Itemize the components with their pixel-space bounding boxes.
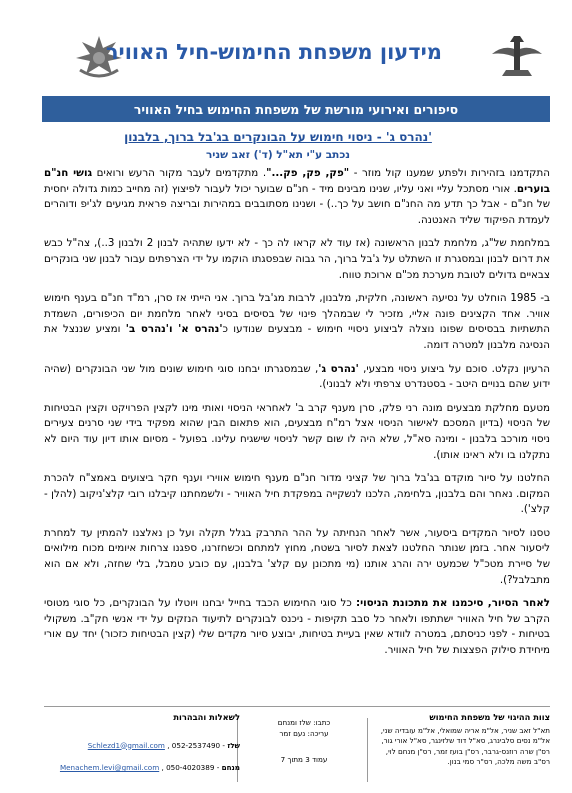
paragraph-text: הרעיון נקלט. סוכם על ביצוע ניסוי מבצעי,: [358, 362, 550, 375]
paragraph-text: כל סוגי החימוש הכבד בחייל יבחנו ויוטלו על הבונקרים, כל סוגי מטוסי הקרב של חיל האוויר ישתתפו ולאחר כל סבב תקיפות - ניכנס לבונקרים לתיעוד הנזקים על ידי אנשי חק"ב. משקולי בטיחות - לפני כניסתם, במטרה לוודא שאין בעיית בטיחות, יבוצע סיור מקדים שלי (קצין הבטיחות כזכור) יחד עם אורי מיחידת סילוק הפצצות של חיל האוויר.: [44, 597, 550, 657]
steering-team-title: צוות ההיגוי של משפחת החימוש: [429, 712, 550, 722]
contact-title: לשאלות והבהרות: [173, 712, 240, 722]
footer: [44, 712, 550, 790]
steering-team-line: רס"ן שרה רוזנס-גרבר, רס"ן בועז זמר, רס"ן מנחם לוי,: [385, 746, 550, 756]
contact-phone: 050-4020389: [166, 763, 215, 772]
story-paragraph: [44, 291, 550, 353]
story-paragraph: [44, 166, 550, 228]
paragraph-text: ב- 1985 הוחלט על נסיעה ראשונה, חלקית, מלבנון, לרבות מג'בל ברוך. אני הייתי אז סרן, רמ"ד חנ"ם בענף חימוש אוויר. אחד הקצינים פונה אליי, מזכיר לי שבמהלך פינוי של בסיסים בסיני לאחר מלחמת יום הכיפורים, השמדת התשתיות בבסיסים שפונו נוצלה לביצוע ניסויי חימוש - מבצעים שנודעו כ: [44, 292, 550, 336]
story-paragraph: [44, 526, 550, 588]
steering-team-line: תא"ל זאב שניר, אל"מ אריה שמואלי, אל"מ עובדיה שני,: [380, 725, 550, 735]
contact-block: [44, 712, 240, 786]
section-bar: [42, 96, 550, 122]
paragraph-text: , שבמסגרתו יבחנו סוגי חימוש שונים מול שני הבונקרים (שהיה ידוע שהם בנויים היטב - בסטנדרט צרפתי ולא לבנוני).: [44, 362, 550, 391]
paragraph-text: . אורי מסתכל עליי ואני עליו, שנינו מבינים מיד - חנ"ם שבוער יכול לעבור לפיצוץ (זה מחייב כמות גדולה יחסית של חנ"ם - אבל כך תדע מה החנ"ם חושב על כך..) - ושנינו מסתובבים במהירות ובריצה פראית מגיעים לג'יפ ודוהרים לעמדת הפיקוד שליד האנטנה.: [44, 182, 550, 226]
steering-team-line: רס"ב משה מלכה, רס"ר סמי בנון.: [447, 757, 550, 766]
emphasis-text: 'נהרס א' ו'נהרס ב': [125, 323, 223, 336]
story-paragraph: [44, 401, 550, 463]
story-paragraph: [44, 362, 550, 393]
paragraph-text: במלחמת של"ג, מלחמת לבנון הראשונה (אז עוד לא קראו לה כך - לא ידעו שתהיה לבנון 2 ולבנון 3..), צה"ל כבש את דרום לבנון ובמסגרת זו השתלט על ג'בל ברוך, הר גבוה שבפסגתו הוקמו על ידי הצרפתים עבור לבנון שני בונקרים צבאיים גדולים לטובת מערכת מכ"ם ארוכת טווח.: [44, 237, 550, 281]
edited-by: עריכה: נעם זמר: [279, 728, 329, 738]
footer-separator: [367, 718, 368, 782]
paragraph-text: מטעם מחלקת מבצעים מונה רני פלק, סרן מענף קרב ב' לאחראי הניסוי ואותי מינו לקצין הפרויקט וקצין הבטיחות של הניסוי (בדיון המסכם לאישור הניסוי אצל רמ"ח מבצעים, הוא פתאום הבין שהוא מפקיד בידי שני סרנים צעירים ניסוי מורכב בלבנון - ומינה סא"ל, שלא היה לו שום קשר לניסוי שישגיח עלינו. בפועל - מסיום אותו דיון עוד היום לא נתקלנו בו ולא ראינו אותו).: [44, 401, 550, 461]
credits: [244, 718, 364, 766]
contact-email-link[interactable]: Schlezd1@gmail.com: [87, 740, 165, 750]
steering-team-line: אל"מ נסים סלבינרג, סא"ל דוד שלזינגר, סא"ל אורי גור,: [381, 736, 550, 745]
written-by: כתבו: שלז ומנחם: [277, 718, 331, 727]
paragraph-text: החלטנו על סיור מוקדם בג'בל ברוך של קציני מדור חנ"ם מענף חימוש אווירי וענף חקר ביצועים באמצ"ח להכרת המקום. נאחר והם בלבנון, בלחימה, הלכנו לנשקייה במפקדת חיל האוויר - ולשמחתנו קיבלנו רובי קלצ'ניקוב (להלן - קלצ').: [44, 472, 550, 516]
steering-team: [374, 712, 550, 768]
paragraph-text: טסנו לסיור המקדים ביסעור, אשר לאחר הנחיתה על ההר התרבק בגלל תקלה ועל כן נאלצנו להמתין עד למחרת ליסעור אחר. בזמן שנותר החלטנו לצאת לסיור בשטח, מחוץ למתחם וכשחזרנו, ספגנו צרחות איומים מכוח מילואים של סיירת מטכ"ל שכמעט ירה והרג אותנו (מי מתכונן עם קלצ' בלבנון, עם כובע טמבל, בלי שחזה, ולא אם הוא מתבלבל?).: [44, 526, 550, 586]
contact-row: שלז - 052-2537490 , Schlezd1@gmail.com: [87, 740, 240, 750]
story-paragraph: [44, 471, 550, 518]
section-bar-title: סיפורים ואירועי מורשת של משפחת החימוש בחיל האוויר: [133, 101, 459, 117]
paragraph-text: ומציע שננצל את הנסיגה מלבנון למטרה דומה.: [44, 323, 550, 351]
masthead-title: מידעון משפחת החימוש-חיל האוויר: [105, 40, 442, 64]
page-number: עמוד 3 מתוך 7: [280, 755, 328, 764]
emphasis-text: לאחר הסיור, סיכמנו את מתכונת הניסוי:: [355, 597, 550, 610]
contact-phone: 052-2537490: [171, 740, 221, 750]
contact-name: שלז: [227, 740, 240, 750]
contact-row: מנחם - 050-4020389 , Menachem.levi@gmail.com: [59, 763, 240, 772]
footer-divider: [44, 706, 550, 707]
emphasis-text: "פק, פק, פק...": [266, 167, 350, 179]
story-paragraph: [44, 596, 550, 658]
paragraph-text: התקדמנו בזהירות ולפתע שמענו קול מוזר -: [349, 167, 550, 179]
ordnance-emblem-icon: [490, 32, 544, 82]
contact-name: מנחם: [221, 763, 240, 772]
story-body: [44, 166, 550, 667]
story-title: 'נהרס ג' - ניסוי חימוש על הבונקרים בג'בל ברוך, בלבנון: [124, 130, 432, 144]
story-byline: נכתב ע"י תא"ל (ד') זאב שניר: [205, 149, 351, 161]
emphasis-text: 'נהרס ג': [318, 362, 359, 375]
story-paragraph: [44, 236, 550, 283]
paragraph-text: . מתקדמים לעבר מקור הרעש ורואים: [92, 167, 267, 179]
masthead-area: [0, 0, 572, 92]
emphasis-text: גושי חנ"ם בוערים: [44, 167, 550, 195]
contact-email-link[interactable]: Menachem.levi@gmail.com: [59, 763, 160, 772]
